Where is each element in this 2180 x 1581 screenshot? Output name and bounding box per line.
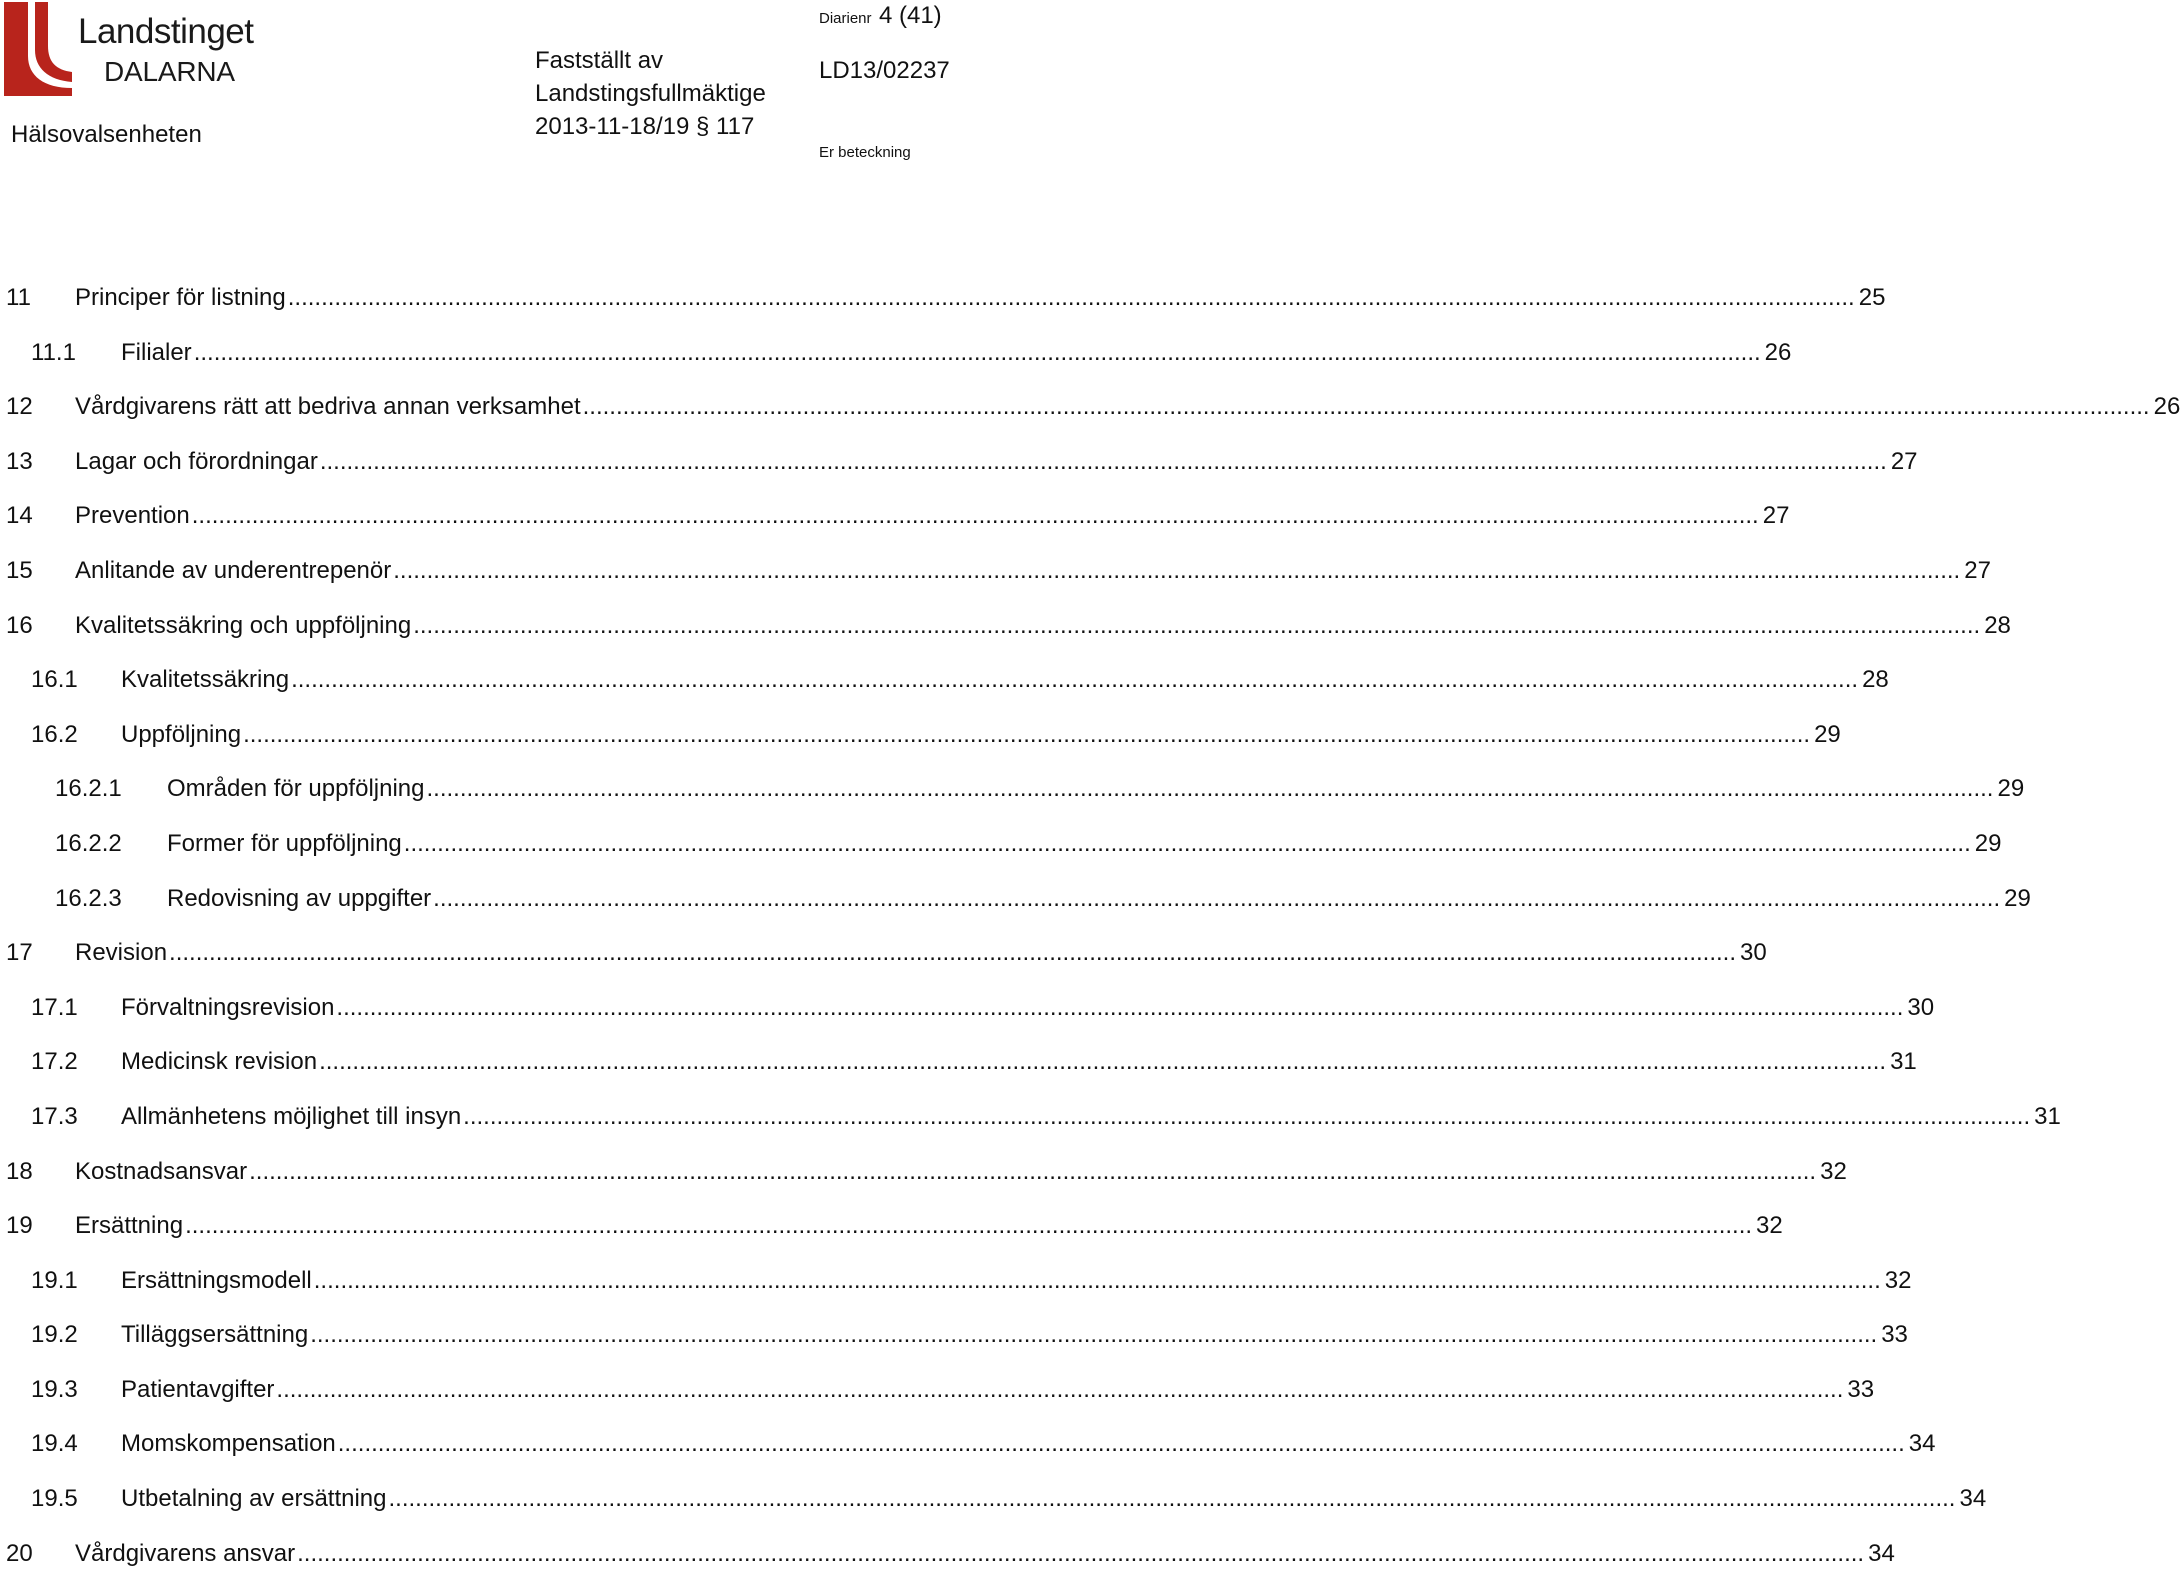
toc-dot-leader: ...........................................................................................................................................................................................................................................	[185, 1212, 1753, 1240]
toc-entry-page: 27	[1890, 447, 1918, 475]
toc-entry-page: 34	[1908, 1430, 1936, 1458]
toc-entry-page: 25	[1858, 284, 1886, 311]
toc-entry-title: Uppföljning	[121, 720, 242, 748]
toc-entry-line	[75, 544, 1991, 599]
toc-dot-leader: ...........................................................................................................................................................................................................................................	[426, 775, 1994, 803]
toc-dot-leader: ...........................................................................................................................................................................................................................................	[393, 556, 1961, 584]
toc-dot-leader: ...........................................................................................................................................................................................................................................	[413, 611, 1981, 639]
toc-dot-leader: ...........................................................................................................................................................................................................................................	[403, 829, 1971, 857]
adopted-line: Landstingsfullmäktige	[535, 80, 766, 107]
toc-entry-number: 17	[6, 939, 33, 967]
toc-dot-leader: ...........................................................................................................................................................................................................................................	[336, 993, 1904, 1021]
toc-entry-line	[121, 981, 1935, 1036]
toc-entry[interactable]	[0, 1417, 1936, 1472]
toc-entry[interactable]	[0, 1145, 1847, 1200]
toc-entry[interactable]	[0, 981, 1935, 1036]
toc-entry[interactable]	[0, 653, 1889, 708]
toc-dot-leader: ...........................................................................................................................................................................................................................................	[433, 884, 2001, 912]
toc-entry-title: Prevention	[75, 502, 190, 530]
toc-entry-title: Redovisning av uppgifter	[167, 884, 432, 912]
toc-dot-leader: ...........................................................................................................................................................................................................................................	[276, 1375, 1844, 1403]
toc-entry-title: Momskompensation	[121, 1430, 336, 1458]
toc-dot-leader: ...........................................................................................................................................................................................................................................	[313, 1266, 1881, 1294]
toc-entry-page: 34	[1868, 1539, 1895, 1567]
toc-entry-number: 19.1	[31, 1266, 78, 1294]
toc-entry-line	[121, 326, 1792, 381]
toc-entry-page: 30	[1907, 993, 1935, 1021]
logo-wordmark: Landstinget	[78, 12, 254, 51]
toc-entry-page: 29	[1974, 829, 2002, 857]
toc-entry-line	[167, 872, 2031, 927]
toc-entry-title: Lagar och förordningar	[75, 447, 318, 475]
toc-dot-leader: ...........................................................................................................................................................................................................................................	[337, 1430, 1905, 1458]
toc-entry[interactable]	[0, 708, 1841, 763]
toc-entry-page: 26	[2153, 393, 2180, 421]
toc-dot-leader: ...........................................................................................................................................................................................................................................	[169, 939, 1737, 967]
toc-entry-number: 20	[6, 1539, 33, 1567]
toc-entry-number: 19.5	[31, 1485, 78, 1513]
toc-entry[interactable]	[0, 817, 2002, 872]
toc-entry-title: Medicinsk revision	[121, 1048, 318, 1076]
toc-entry-number: 16.2.3	[55, 884, 122, 912]
toc-entry-page: 32	[1756, 1212, 1783, 1240]
diarienr-value: LD13/02237	[819, 57, 950, 84]
toc-entry-number: 18	[6, 1157, 33, 1185]
toc-entry-title: Ersättning	[75, 1212, 184, 1240]
toc-entry-number: 19	[6, 1212, 33, 1240]
toc-entry[interactable]	[0, 1308, 1908, 1363]
toc-entry-number: 14	[6, 502, 33, 530]
toc-entry-title: Tilläggsersättning	[121, 1321, 309, 1349]
toc-entry-page: 29	[1997, 775, 2025, 803]
toc-entry-line	[121, 708, 1841, 763]
toc-entry-line	[167, 817, 2002, 872]
toc-entry-line	[121, 1363, 1875, 1418]
adopted-line: Fastställt av	[535, 47, 664, 74]
toc-entry-number: 19.4	[31, 1430, 78, 1458]
toc-entry-page: 28	[1984, 611, 2011, 639]
diarienr-label: Diarienr	[819, 10, 872, 27]
toc-entry-number: 19.2	[31, 1321, 78, 1349]
toc-entry-title: Allmänhetens möjlighet till insyn	[121, 1102, 462, 1130]
toc-entry-line	[75, 489, 1790, 544]
table-of-contents	[0, 271, 2180, 1581]
toc-entry-page: 33	[1847, 1375, 1875, 1403]
toc-entry[interactable]	[0, 326, 1792, 381]
toc-entry[interactable]	[0, 762, 2025, 817]
toc-entry-number: 11	[6, 284, 31, 311]
toc-entry-line	[121, 1417, 1936, 1472]
toc-entry[interactable]	[0, 435, 1918, 490]
toc-entry-line	[121, 653, 1889, 708]
toc-entry-title: Vårdgivarens rätt att bedriva annan verksamhet	[75, 393, 581, 421]
toc-entry-title: Anlitande av underentrepenör	[75, 556, 392, 584]
toc-entry-line	[75, 380, 2180, 435]
toc-entry-number: 17.1	[31, 993, 78, 1021]
toc-dot-leader: ...........................................................................................................................................................................................................................................	[249, 1157, 1817, 1185]
toc-entry[interactable]	[0, 1363, 1875, 1418]
toc-entry[interactable]	[0, 1199, 1783, 1254]
toc-entry-number: 16.2.2	[55, 829, 122, 857]
toc-entry-line	[121, 1035, 1917, 1090]
toc-entry-line	[121, 1472, 1987, 1527]
toc-entry-title: Revision	[75, 939, 168, 967]
toc-entry-title: Ersättningsmodell	[121, 1266, 312, 1294]
toc-entry-number: 16	[6, 611, 33, 639]
toc-entry-page: 30	[1740, 939, 1767, 967]
unit-name: Hälsovalsenheten	[11, 121, 202, 148]
toc-dot-leader: ...........................................................................................................................................................................................................................................	[287, 284, 1855, 311]
toc-entry-title: Områden för uppföljning	[167, 775, 425, 803]
toc-entry-page: 29	[2004, 884, 2031, 912]
toc-entry-page: 27	[1762, 502, 1790, 530]
toc-entry-title: Kvalitetssäkring	[121, 666, 290, 694]
toc-entry-page: 32	[1820, 1157, 1847, 1185]
toc-dot-leader: ...........................................................................................................................................................................................................................................	[243, 720, 1811, 748]
toc-entry-page: 31	[2034, 1102, 2061, 1130]
toc-entry-page: 33	[1881, 1321, 1908, 1349]
logo-region: DALARNA	[104, 56, 235, 87]
toc-entry[interactable]	[0, 271, 1886, 326]
page-number: 4 (41)	[878, 2, 942, 29]
toc-dot-leader: ...........................................................................................................................................................................................................................................	[582, 393, 2150, 421]
toc-entry-number: 16.2.1	[55, 775, 122, 803]
toc-entry-title: Förvaltningsrevision	[121, 993, 335, 1021]
toc-entry-page: 32	[1884, 1266, 1912, 1294]
toc-entry[interactable]	[0, 544, 1991, 599]
toc-entry-line	[121, 1090, 2061, 1145]
toc-entry-number: 12	[6, 393, 33, 421]
toc-entry[interactable]	[0, 1035, 1917, 1090]
toc-dot-leader: ...........................................................................................................................................................................................................................................	[310, 1321, 1878, 1349]
toc-entry-title: Kostnadsansvar	[75, 1157, 248, 1185]
toc-entry-number: 11.1	[31, 338, 76, 366]
toc-entry[interactable]	[0, 1254, 1912, 1309]
toc-dot-leader: ...........................................................................................................................................................................................................................................	[291, 666, 1859, 694]
toc-dot-leader: ...........................................................................................................................................................................................................................................	[463, 1102, 2031, 1130]
toc-entry-title: Kvalitetssäkring och uppföljning	[75, 611, 412, 639]
toc-entry-page: 28	[1862, 666, 1889, 694]
toc-entry-page: 34	[1959, 1485, 1987, 1513]
toc-entry-line	[75, 435, 1918, 490]
toc-entry-line	[75, 271, 1886, 326]
toc-entry-number: 17.2	[31, 1048, 78, 1076]
toc-entry-number: 13	[6, 447, 33, 475]
toc-entry-number: 16.1	[31, 666, 78, 694]
landstinget-logo-icon	[4, 2, 72, 96]
toc-dot-leader: ...........................................................................................................................................................................................................................................	[297, 1539, 1865, 1567]
toc-entry-line	[75, 1145, 1847, 1200]
toc-entry[interactable]	[0, 1472, 1987, 1527]
toc-entry[interactable]	[0, 1090, 2061, 1145]
toc-entry-number: 19.3	[31, 1375, 78, 1403]
toc-entry-line	[75, 1527, 1895, 1581]
toc-entry-number: 17.3	[31, 1102, 78, 1130]
toc-entry-number: 16.2	[31, 720, 78, 748]
toc-dot-leader: ...........................................................................................................................................................................................................................................	[319, 447, 1887, 475]
toc-entry-page: 29	[1814, 720, 1841, 748]
toc-entry-title: Principer för listning	[75, 284, 286, 311]
toc-entry-line	[121, 1308, 1908, 1363]
toc-dot-leader: ...........................................................................................................................................................................................................................................	[319, 1048, 1887, 1076]
toc-entry[interactable]	[0, 872, 2031, 927]
toc-dot-leader: ...........................................................................................................................................................................................................................................	[193, 338, 1761, 366]
adopted-line: 2013-11-18/19 § 117	[535, 113, 755, 140]
toc-entry[interactable]	[0, 489, 1790, 544]
toc-dot-leader: ...........................................................................................................................................................................................................................................	[388, 1485, 1956, 1513]
toc-entry[interactable]	[0, 926, 1767, 981]
adopted-by-block	[535, 44, 766, 143]
toc-entry-line	[167, 762, 2025, 817]
toc-entry-line	[75, 599, 2011, 654]
toc-entry-number: 15	[6, 556, 33, 584]
reference-label: Er beteckning	[819, 144, 911, 161]
toc-entry-page: 26	[1764, 338, 1792, 366]
toc-entry-line	[75, 926, 1767, 981]
toc-entry-title: Patientavgifter	[121, 1375, 275, 1403]
toc-entry-title: Utbetalning av ersättning	[121, 1485, 387, 1513]
toc-entry-title: Vårdgivarens ansvar	[75, 1539, 296, 1567]
toc-entry-line	[75, 1199, 1783, 1254]
toc-entry[interactable]	[0, 599, 2011, 654]
toc-entry-page: 27	[1964, 556, 1991, 584]
toc-entry[interactable]	[0, 1527, 1895, 1581]
diarienr-row	[819, 4, 942, 28]
toc-entry-title: Former för uppföljning	[167, 829, 402, 857]
toc-dot-leader: ...........................................................................................................................................................................................................................................	[191, 502, 1759, 530]
toc-entry-page: 31	[1890, 1048, 1917, 1076]
toc-entry-title: Filialer	[121, 338, 192, 366]
toc-entry[interactable]	[0, 380, 2180, 435]
toc-entry-line	[121, 1254, 1912, 1309]
